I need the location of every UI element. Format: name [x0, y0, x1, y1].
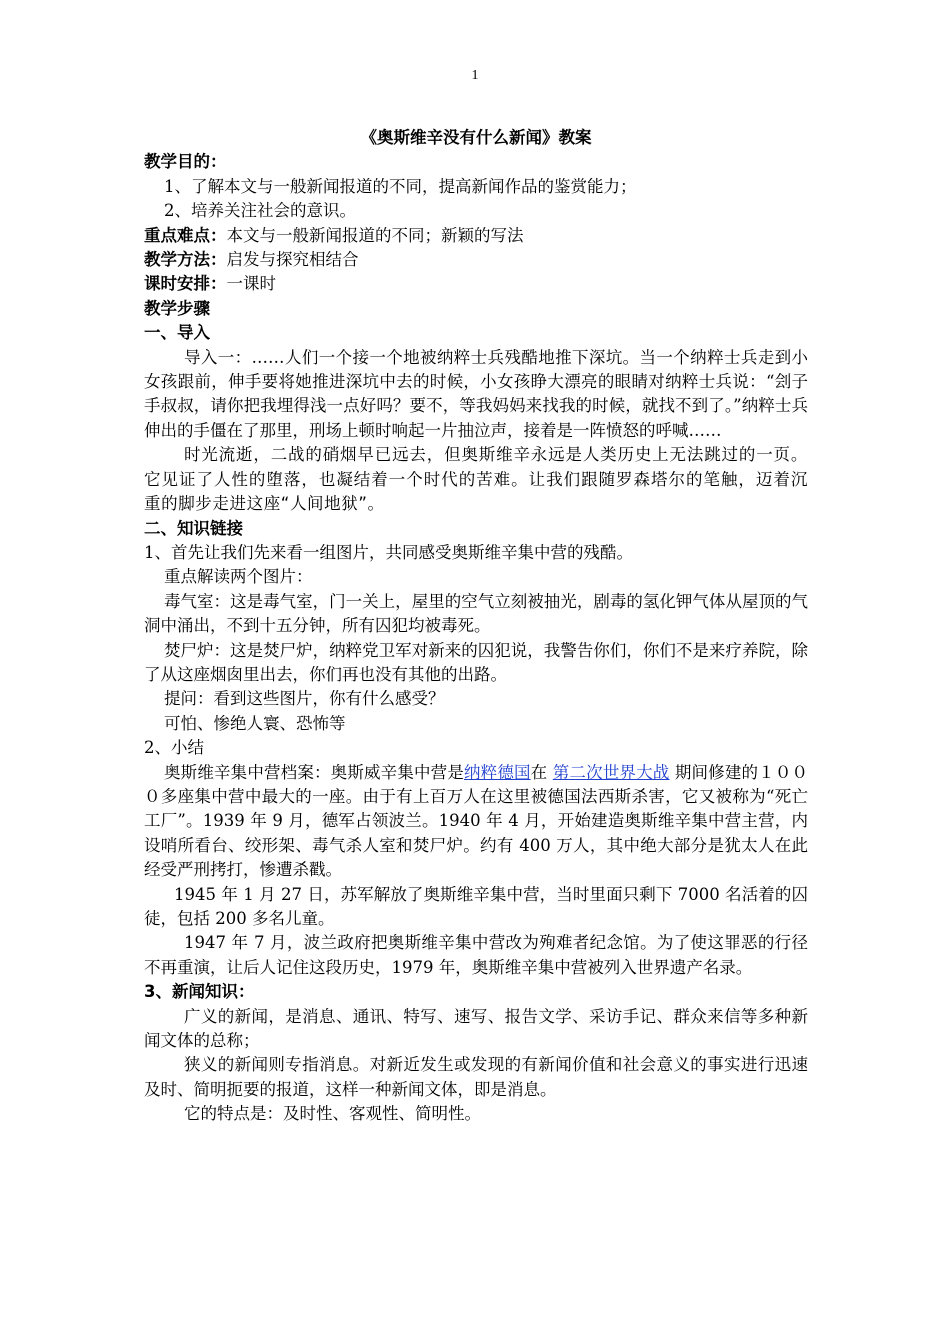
schedule-line	[144, 272, 808, 296]
crematorium-text: 焚尸炉：这是焚尸炉，纳粹党卫军对新来的囚犯说，我警告你们，你们不是来疗养院，除了从这座烟囱里出去，你们再也没有其他的出路。	[144, 640, 808, 684]
section3-heading: 3、新闻知识：	[144, 982, 255, 1002]
answer-text: 可怕、惨绝人寰、恐怖等	[164, 713, 346, 733]
difficulty-text: 本文与一般新闻报道的不同；新颖的写法	[226, 225, 524, 245]
method-text: 启发与探究相结合	[226, 250, 359, 270]
link-world-war-two[interactable]: 第二次世界大战	[552, 762, 670, 782]
transition-paragraph: 时光流逝，二战的硝烟早已远去，但奥斯维辛永远是人类历史上无法跳过的一页。它见证了人性的堕落，也凝结着一个时代的苦难。让我们跟随罗森塔尔的笔触，迈着沉重的脚步走进这座“人间地狱”。	[144, 445, 808, 514]
document-body	[144, 126, 808, 1127]
broad-news-paragraph: 广义的新闻，是消息、通讯、特写、速写、报告文学、采访手记、群众来信等多种新闻文体的总称；	[144, 1006, 808, 1051]
method-label: 教学方法：	[144, 250, 227, 270]
section2-heading: 二、知识链接	[144, 518, 243, 538]
archive-text-b: 在	[530, 762, 553, 782]
pictures-focus: 重点解读两个图片：	[164, 567, 313, 587]
archive-text-a: 奥斯维辛集中营档案：奥斯威辛集中营是	[164, 762, 464, 782]
difficulty-label: 重点难点：	[144, 225, 227, 245]
schedule-text: 一课时	[226, 274, 276, 294]
schedule-label: 课时安排：	[144, 274, 227, 294]
archive-text-c: 期间修建的１０００多座集中营中最大的一座。由于有上百万人在这里被德国法西斯杀害，它又被称为“死亡工厂”。1939 年 9 月，德军占领波兰。1940 年 4 月，开始建造奥斯维辛集中营主营，内设哨所看台、绞形架、毒气杀人室和焚尸炉。约有 400 万人，其中绝大部分是犹太人在此经受严刑拷打，惨遭杀戳。	[144, 762, 809, 880]
features-paragraph: 它的特点是：及时性、客观性、简明性。	[184, 1104, 481, 1124]
pictures-intro: 1、首先让我们先来看一组图片，共同感受奥斯维辛集中营的残酷。	[144, 542, 633, 562]
archive-paragraph	[144, 761, 808, 883]
question-text: 提问：看到这些图片，你有什么感受？	[164, 689, 445, 709]
method-line	[144, 248, 808, 272]
goal-item-2: 2、培养关注社会的意识。	[164, 201, 356, 221]
page-number: 1	[471, 68, 479, 83]
memorial-paragraph: 1947 年 7 月，波兰政府把奥斯维辛集中营改为殉难者纪念馆。为了使这罪恶的行径不再重演，让后人记住这段历史，1979 年，奥斯维辛集中营被列入世界遗产名录。	[144, 933, 808, 977]
document-title: 《奥斯维辛没有什么新闻》教案	[360, 128, 592, 147]
goal-heading: 教学目的：	[144, 152, 227, 172]
link-nazi-germany[interactable]: 纳粹德国	[464, 762, 531, 782]
intro-paragraph: 导入一：……人们一个接一个地被纳粹士兵残酷地推下深坑。当一个纳粹士兵走到小女孩跟前，伸手要将她推进深坑中去的时候，小女孩睁大漂亮的眼睛对纳粹士兵说：“刽子手叔叔，请你把我埋得浅一点好吗？要不，等我妈妈来找我的时候，就找不到了。”纳粹士兵伸出的手僵在了那里，刑场上顿时响起一片抽泣声，接着是一阵愤怒的呼喊……	[144, 347, 808, 440]
summary-heading: 2、小结	[144, 738, 204, 758]
difficulty-line	[144, 224, 808, 248]
goal-item-1: 1、了解本文与一般新闻报道的不同，提高新闻作品的鉴赏能力；	[164, 176, 637, 196]
liberation-paragraph: 1945 年 1 月 27 日，苏军解放了奥斯维辛集中营，当时里面只剩下 7000 名活着的囚徒，包括 200 多名儿童。	[144, 884, 808, 928]
steps-heading: 教学步骤	[144, 298, 210, 318]
section1-heading: 一、导入	[144, 323, 210, 343]
narrow-news-paragraph: 狭义的新闻则专指消息。对新近发生或发现的有新闻价值和社会意义的事实进行迅速及时、简明扼要的报道，这样一种新闻文体，即是消息。	[144, 1055, 808, 1099]
gas-chamber-text: 毒气室：这是毒气室，门一关上，屋里的空气立刻被抽光，剧毒的氢化钾气体从屋顶的气洞中涌出，不到十五分钟，所有囚犯均被毒死。	[144, 591, 808, 636]
